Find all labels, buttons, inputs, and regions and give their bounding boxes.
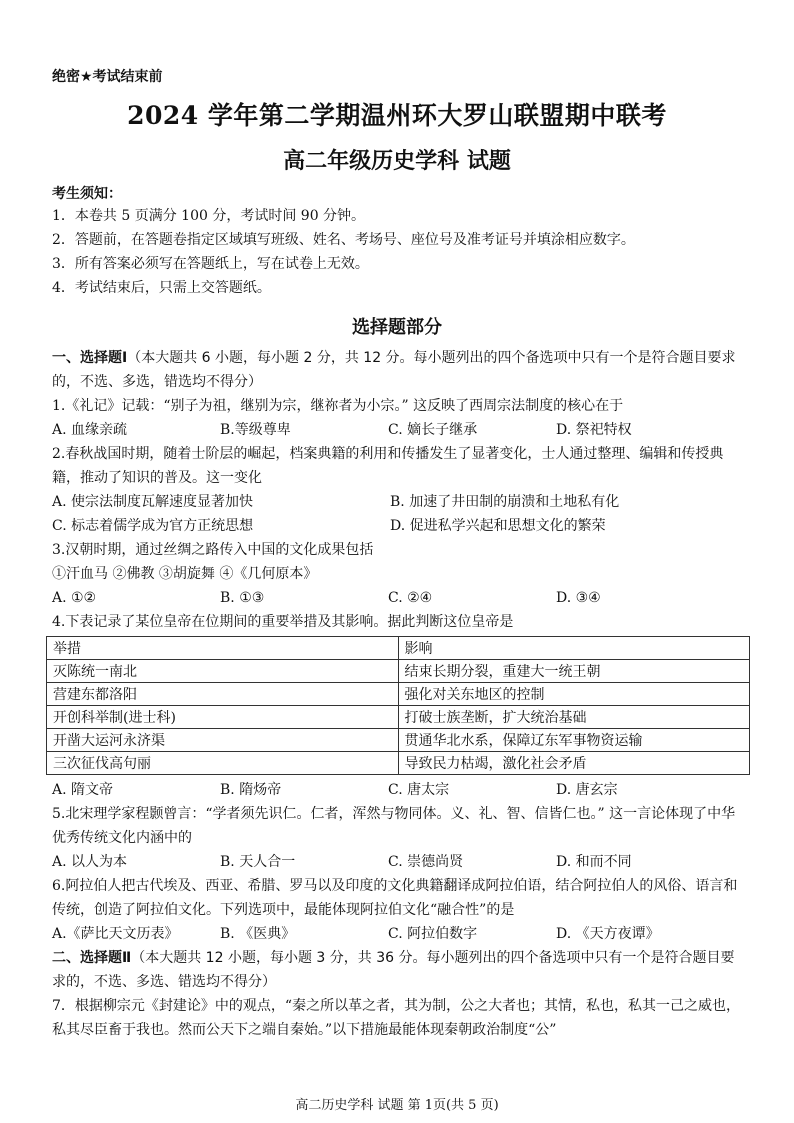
table-cell: 三次征伐高句丽	[47, 752, 399, 775]
group2-desc: （本大题共 12 小题，每小题 3 分，共 36 分。每小题列出的四个备选项中只有一个是符合题目要求的，不选、多选、错选均不得分）	[52, 950, 735, 990]
q3-option-a[interactable]: A. ①②	[52, 590, 97, 606]
q2-options-row1	[52, 490, 744, 514]
q2-stem: 2.春秋战国时期，随着士阶层的崛起，档案典籍的利用和传播发生了显著变化，士人通过整理、编辑和传授典籍，推动了知识的普及。这一变化	[52, 446, 724, 486]
q1-option-c[interactable]: C. 嫡长子继承	[388, 422, 478, 438]
group2-label: 二、选择题Ⅱ	[52, 950, 132, 966]
notice-item: 2．答题前，在答题卷指定区域填写班级、姓名、考场号、座位号及准考证号并填涂相应数字。	[52, 232, 635, 248]
q7-stem: 7．根据柳宗元《封建论》中的观点，“秦之所以革之者，其为制，公之大者也；其情，私也，私其一己之威也，私其尽臣畜于我也。然而公天下之端自秦始。”以下措施最能体现秦朝政治制度“公”	[52, 998, 741, 1038]
notice-item: 4．考试结束后，只需上交答题纸。	[52, 280, 271, 296]
table-header-cell: 影响	[398, 637, 750, 660]
page-footer: 高二历史学科 试题 第 1页(共 5 页)	[295, 1098, 499, 1113]
q3-items: ①汗血马 ②佛教 ③胡旋舞 ④《几何原本》	[52, 566, 318, 582]
q6-option-b[interactable]: B. 《医典》	[220, 926, 296, 942]
q2-option-c[interactable]: C. 标志着儒学成为官方正统思想	[52, 518, 254, 534]
table-row	[47, 706, 750, 729]
q5-options	[52, 850, 744, 874]
q2-options-row2	[52, 514, 744, 538]
table-cell: 灭陈统一南北	[47, 660, 399, 683]
exam-title: 2024 学年第二学期温州环大罗山联盟期中联考	[127, 101, 667, 130]
exam-subtitle: 高二年级历史学科 试题	[283, 148, 511, 174]
table-row	[47, 683, 750, 706]
table-row	[47, 752, 750, 775]
q1-option-d[interactable]: D. 祭祀特权	[556, 422, 632, 438]
q4-table	[46, 636, 750, 775]
table-cell: 开凿大运河永济渠	[47, 729, 399, 752]
q4-option-a[interactable]: A. 隋文帝	[52, 782, 114, 798]
q5-option-a[interactable]: A. 以人为本	[52, 854, 128, 870]
table-cell: 结束长期分裂，重建大一统王朝	[398, 660, 750, 683]
q6-option-d[interactable]: D. 《天方夜谭》	[556, 926, 660, 942]
table-cell: 导致民力枯竭，激化社会矛盾	[398, 752, 750, 775]
table-cell: 贯通华北水系，保障辽东军事物资运输	[398, 729, 750, 752]
q5-option-d[interactable]: D. 和而不同	[556, 854, 632, 870]
table-cell: 开创科举制(进士科)	[47, 706, 399, 729]
q6-options	[52, 922, 744, 946]
candidate-notice	[52, 184, 752, 300]
confidential-mark: 绝密★考试结束前	[52, 69, 163, 85]
q4-option-d[interactable]: D. 唐玄宗	[556, 782, 618, 798]
group1-heading	[52, 346, 744, 394]
q3-option-c[interactable]: C. ②④	[388, 590, 433, 606]
table-row	[47, 660, 750, 683]
table-cell: 强化对关东地区的控制	[398, 683, 750, 706]
q4-option-c[interactable]: C. 唐太宗	[388, 782, 450, 798]
q3-option-b[interactable]: B. ①③	[220, 590, 265, 606]
q3-option-d[interactable]: D. ③④	[556, 590, 601, 606]
table-cell: 营建东都洛阳	[47, 683, 399, 706]
q3-options	[52, 586, 744, 610]
q5-option-b[interactable]: B. 天人合一	[220, 854, 296, 870]
q5-stem: 5.北宋理学家程颢曾言：“学者须先识仁。仁者，浑然与物同体。义、礼、智、信皆仁也。” 这一言论体现了中华优秀传统文化内涵中的	[52, 806, 736, 846]
q4-stem: 4.下表记录了某位皇帝在位期间的重要举措及其影响。据此判断这位皇帝是	[52, 614, 514, 630]
q1-option-a[interactable]: A. 血缘亲疏	[52, 422, 128, 438]
notice-title: 考生须知：	[52, 186, 122, 202]
q4-option-b[interactable]: B. 隋炀帝	[220, 782, 282, 798]
questions-area	[52, 346, 744, 1042]
q2-option-b[interactable]: B. 加速了井田制的崩溃和土地私有化	[390, 494, 620, 510]
table-cell: 打破士族垄断，扩大统治基础	[398, 706, 750, 729]
notice-item: 1．本卷共 5 页满分 100 分，考试时间 90 分钟。	[52, 208, 366, 224]
group2-heading	[52, 946, 744, 994]
table-header-cell: 举措	[47, 637, 399, 660]
section-heading: 选择题部分	[352, 317, 442, 338]
q2-option-a[interactable]: A. 使宗法制度瓦解速度显著加快	[52, 494, 254, 510]
q3-stem: 3.汉朝时期，通过丝绸之路传入中国的文化成果包括	[52, 542, 374, 558]
q1-options	[52, 418, 744, 442]
group1-desc: （本大题共 6 小题，每小题 2 分，共 12 分。每小题列出的四个备选项中只有一个是符合题目要求的，不选、多选，错选均不得分）	[52, 350, 736, 390]
q2-option-d[interactable]: D. 促进私学兴起和思想文化的繁荣	[390, 518, 606, 534]
table-row	[47, 729, 750, 752]
group1-label: 一、选择题Ⅰ	[52, 350, 128, 366]
q1-stem: 1.《礼记》记载：“别子为祖，继别为宗，继祢者为小宗。” 这反映了西周宗法制度的核心在于	[52, 398, 624, 414]
q4-options	[52, 778, 744, 802]
q6-stem: 6.阿拉伯人把古代埃及、西亚、希腊、罗马以及印度的文化典籍翻译成阿拉伯语，结合阿拉伯人的风俗、语言和传统，创造了阿拉伯文化。下列选项中，最能体现阿拉伯文化“融合性”的是	[52, 878, 738, 918]
q5-option-c[interactable]: C. 崇德尚贤	[388, 854, 464, 870]
q6-option-a[interactable]: A.《萨比天文历表》	[52, 926, 179, 942]
q1-option-b[interactable]: B.等级尊卑	[220, 422, 291, 438]
notice-item: 3．所有答案必须写在答题纸上，写在试卷上无效。	[52, 256, 369, 272]
table-header-row	[47, 637, 750, 660]
q6-option-c[interactable]: C. 阿拉伯数字	[388, 926, 478, 942]
